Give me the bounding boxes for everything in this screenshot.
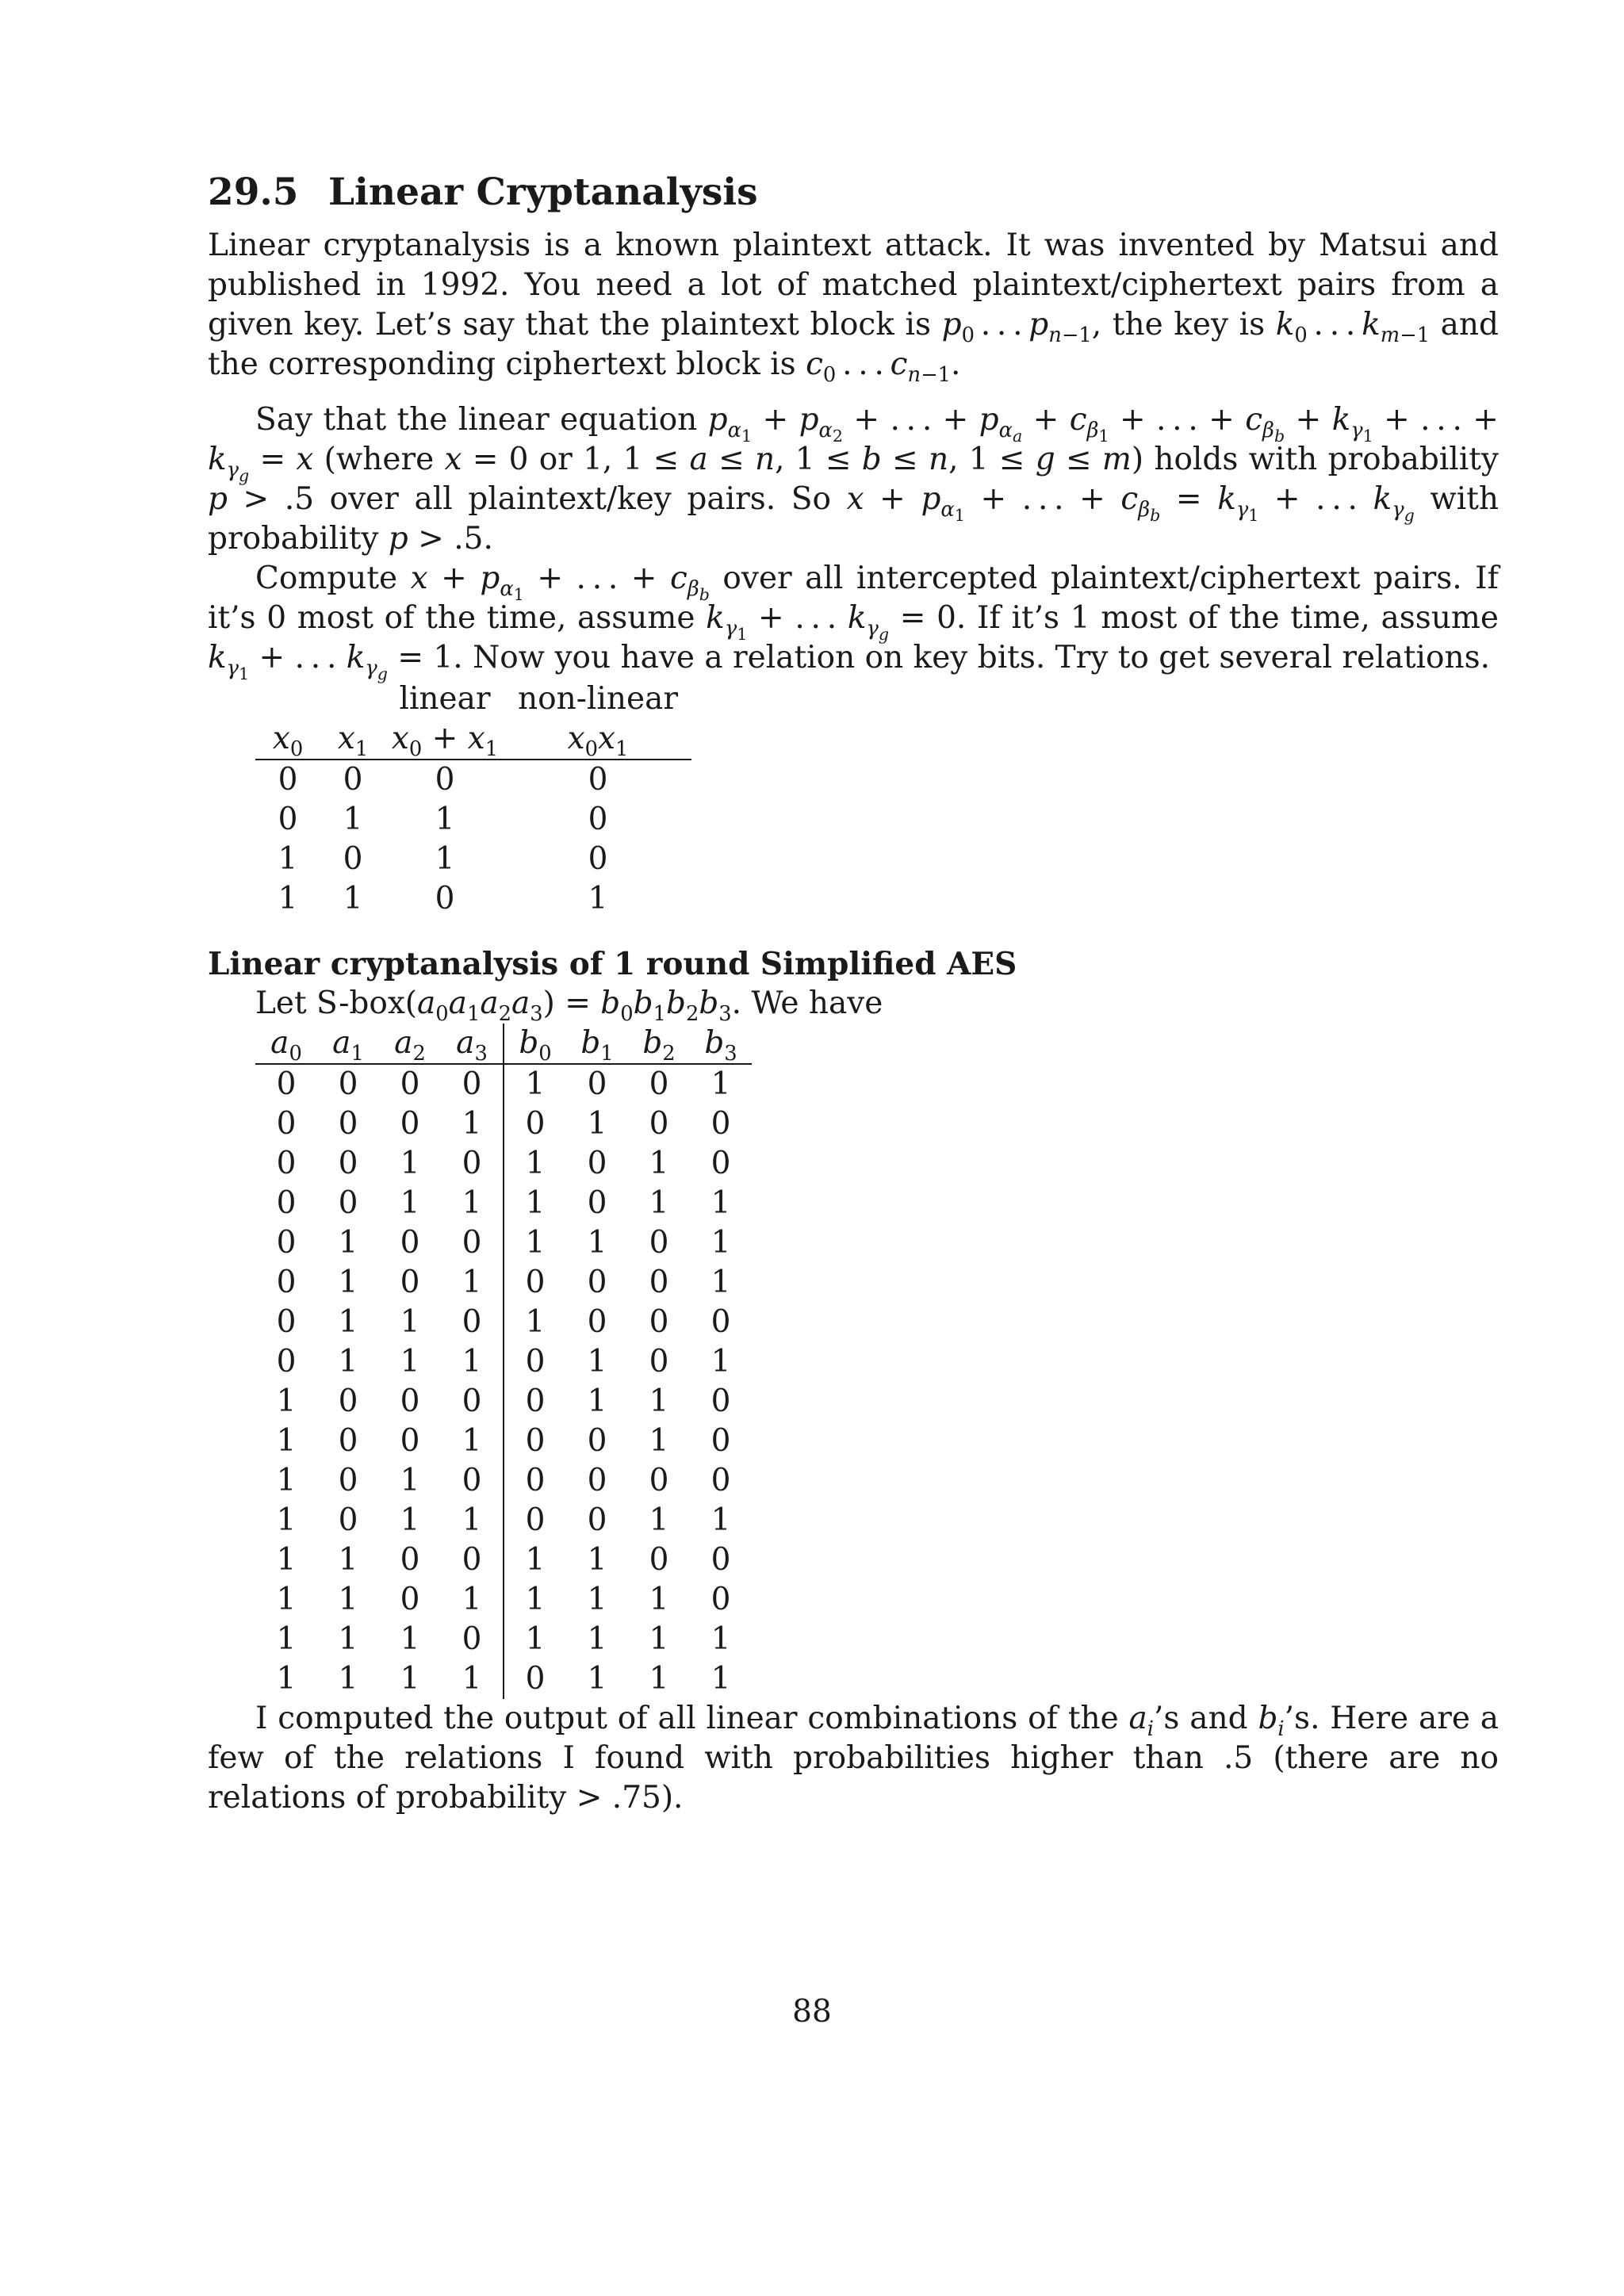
table-cell: 1 <box>435 841 455 877</box>
table-cell: 1 <box>338 1225 358 1261</box>
table-cell: 1 <box>504 1184 566 1223</box>
paragraph-compute: Compute $x + p_{\alpha_1}$ + . . . + $c_{\beta_b}$ over all intercepted plaintext/ciphertext pairs. If it’s 0 most of the time, assume $k_{\gamma_1}$ + . . . $k_{\gamma_g} = 0$. If it’s 1 most of the time, assume $k_{\gamma_1}$ + . . . $k_{\gamma_g} = 1$. Now you have a relation on key bits. Try to get several relations. <box>208 561 1499 684</box>
table-cell: 1 <box>587 1542 607 1578</box>
table-cell: 1 <box>587 1106 607 1142</box>
table-cell: 1 <box>588 881 608 916</box>
table-cell: 0 <box>710 1146 731 1181</box>
table-cell: 0 <box>587 1463 607 1498</box>
table-row <box>255 1382 752 1422</box>
table-cell: 0 <box>504 1263 566 1303</box>
text-span: , the key is <box>1091 307 1276 342</box>
text-span: . We have <box>731 985 883 1021</box>
text-span: . Now you have a relation on key bits. Try to get several relations. <box>453 640 1490 675</box>
table-cell: 1 <box>400 1621 420 1657</box>
table-cell: 0 <box>338 1146 358 1181</box>
table-cell: 0 <box>435 881 455 916</box>
table-cell: 1 <box>587 1661 607 1697</box>
table-cell: 1 <box>338 1344 358 1380</box>
table-cell: 0 <box>276 1066 297 1102</box>
table-cell: 0 <box>400 1423 420 1459</box>
table-row <box>255 1580 752 1620</box>
table-cell: 0 <box>276 1106 297 1142</box>
table-cell: 1 <box>276 1383 297 1419</box>
table-cell: 0 <box>649 1463 669 1498</box>
table-row <box>255 1223 752 1263</box>
table-cell: 0 <box>276 1265 297 1300</box>
table-cell: 1 <box>710 1185 731 1221</box>
table-cell: 0 <box>338 1383 358 1419</box>
paragraph-linear-equation: Say that the linear equation $p_{\alpha_1} + p_{\alpha_2}$ + . . . + $p_{\alpha_a} + c_{\beta_1}$ + . . . + $c_{\beta_b} + k_{\gamma_1}$ + . . . + $k_{\gamma_g} = x$ (where x = 0 or 1, 1 ≤ a ≤ n, 1 ≤ b ≤ n, 1 ≤ g ≤ m) holds with probability p > .5 over all plaintext/key pairs. So $x + p_{\alpha_1}$ + . . . + $c_{\beta_b} = k_{\gamma_1}$ + . . . $k_{\gamma_g}$ with probability p > .5. <box>208 402 1500 557</box>
table-cell: 0 <box>400 1542 420 1578</box>
table-cell: 1 <box>338 1265 358 1300</box>
table-cell: 0 <box>338 1185 358 1221</box>
section-heading <box>208 170 1499 215</box>
table-cell: 0 <box>338 1463 358 1498</box>
table-cell: 1 <box>649 1621 669 1657</box>
table-cell: 1 <box>462 1423 482 1459</box>
table-header-row <box>255 1024 752 1064</box>
table-cell: 0 <box>343 841 363 877</box>
table-cell: 1 <box>435 802 455 837</box>
table-cell <box>320 679 385 719</box>
header-b0: $b_0$ <box>504 1024 566 1064</box>
sbox-table <box>255 1024 752 1699</box>
table-cell: 1 <box>710 1265 731 1300</box>
table-cell: 0 <box>710 1423 731 1459</box>
table-cell: 1 <box>710 1502 731 1538</box>
header-x0: $x_0$ <box>255 719 320 760</box>
table-cell: 0 <box>435 762 455 798</box>
table-cell: 0 <box>400 1582 420 1617</box>
table-cell: 0 <box>504 1382 566 1422</box>
table-cell: 0 <box>400 1106 420 1142</box>
table-cell: 1 <box>338 1304 358 1340</box>
table-cell: 1 <box>710 1621 731 1657</box>
table-row <box>255 1184 752 1223</box>
truth-table <box>255 679 691 919</box>
table-cell: 1 <box>338 1542 358 1578</box>
table-row <box>255 1659 752 1699</box>
table-cell: 0 <box>588 762 608 798</box>
table-row <box>255 1461 752 1501</box>
header-b3: $b_3$ <box>690 1024 752 1064</box>
text-span: and the corresponding ciphertext block is <box>208 307 1500 382</box>
table-cell: 1 <box>338 1582 358 1617</box>
paragraph-intro: Linear cryptanalysis is a known plaintext attack. It was invented by Matsui and published in 1992. You need a lot of matched plaintext/ciphertext pairs from a given key. Let’s say that the plaintext block is $p_0$ . . . $p_{n-1}$, the key is $k_0$ . . . $k_{m-1}$ and the corresponding ciphertext block is $c_0$ . . . $c_{n-1}$. <box>208 228 1500 387</box>
text-span: (where <box>313 442 445 477</box>
table-cell: 1 <box>276 1463 297 1498</box>
table-cell: 0 <box>588 802 608 837</box>
table-row <box>255 1342 752 1382</box>
text-span: Linear cryptanalysis is a known plaintext attack. It was invented by Matsui and published in 1992. You need a lot of matched plaintext/ciphertext pairs from a given key. Let’s say that the plaintext block is <box>208 228 1499 342</box>
table-cell: 0 <box>710 1106 731 1142</box>
page-content <box>208 170 1499 1818</box>
table-cell: 1 <box>587 1225 607 1261</box>
column-label-linear: linear <box>399 681 491 717</box>
table-cell: 1 <box>649 1502 669 1538</box>
table-cell: 0 <box>462 1463 482 1498</box>
table-cell: 1 <box>343 802 363 837</box>
header-a3: $a_3$ <box>441 1024 504 1064</box>
table-cell: 1 <box>462 1265 482 1300</box>
table-cell: 0 <box>504 1461 566 1501</box>
paragraph-conclusion: I computed the output of all linear combinations of the $a_i’s$ and $b_i’s$. Here are a few of the relations I found with probabilities higher than .5 (there are no relations of probability > .75). <box>208 1701 1499 1816</box>
table-cell: 0 <box>504 1501 566 1540</box>
table-cell: 1 <box>276 1542 297 1578</box>
table-cell: 0 <box>462 1304 482 1340</box>
table-row <box>255 1540 752 1580</box>
table-cell: 1 <box>400 1344 420 1380</box>
table-cell: 0 <box>504 1104 566 1144</box>
table-row <box>255 1064 752 1104</box>
table-cell: 0 <box>587 1265 607 1300</box>
table-cell: 1 <box>462 1344 482 1380</box>
header-b1: $b_1$ <box>566 1024 628 1064</box>
table-cell: 1 <box>400 1463 420 1498</box>
table-cell: 0 <box>462 1621 482 1657</box>
table-row <box>255 1104 752 1144</box>
text-span: ’s. Here are a few of the relations I found with probabilities higher than .5 (there are no relations of probability <box>208 1701 1499 1816</box>
section-number: 29.5 <box>208 170 299 214</box>
table-cell: 0 <box>649 1265 669 1300</box>
table-cell: 0 <box>710 1582 731 1617</box>
table-cell: 1 <box>276 1582 297 1617</box>
table-cell: 0 <box>504 1659 566 1699</box>
text-span: ) holds with probability <box>1131 442 1499 477</box>
header-x0x1: $x_0x_1$ <box>504 719 691 760</box>
table-cell: 0 <box>504 1342 566 1382</box>
table-cell: 1 <box>462 1582 482 1617</box>
table-cell: 0 <box>649 1542 669 1578</box>
table-cell: 0 <box>400 1383 420 1419</box>
table-cell: 1 <box>400 1304 420 1340</box>
table-cell: 1 <box>462 1661 482 1697</box>
table-row <box>255 1620 752 1659</box>
table-cell: 0 <box>649 1225 669 1261</box>
table-cell: 0 <box>587 1304 607 1340</box>
table-row <box>255 800 691 840</box>
table-cell: 0 <box>343 762 363 798</box>
table-cell: 0 <box>462 1542 482 1578</box>
table-cell: 0 <box>462 1225 482 1261</box>
table-cell: 1 <box>462 1502 482 1538</box>
table-cell: 1 <box>710 1225 731 1261</box>
table-cell: 1 <box>276 1621 297 1657</box>
table-cell: 1 <box>504 1223 566 1263</box>
table-cell <box>255 679 320 719</box>
text-span: Say that the linear equation <box>255 402 708 438</box>
table-cell: 0 <box>710 1304 731 1340</box>
table-cell: 0 <box>710 1542 731 1578</box>
table-cell: 1 <box>276 1661 297 1697</box>
table-cell: 0 <box>276 1225 297 1261</box>
table-row <box>255 1144 752 1184</box>
table-cell: 1 <box>587 1621 607 1657</box>
header-a2: $a_2$ <box>379 1024 441 1064</box>
table-cell: 1 <box>587 1383 607 1419</box>
table-cell: 1 <box>343 881 363 916</box>
table-cell: 1 <box>504 1064 566 1104</box>
table-cell: 0 <box>400 1265 420 1300</box>
table-cell: 0 <box>587 1146 607 1181</box>
table-cell: 0 <box>400 1066 420 1102</box>
table-cell: 0 <box>649 1106 669 1142</box>
table-cell: 0 <box>338 1423 358 1459</box>
table-cell: 0 <box>462 1066 482 1102</box>
text-span: . <box>483 521 493 557</box>
table-cell: 0 <box>462 1383 482 1419</box>
table-cell: 1 <box>649 1661 669 1697</box>
table-cell: 1 <box>649 1146 669 1181</box>
table-cell: 0 <box>587 1066 607 1102</box>
table-row <box>255 1303 752 1342</box>
table-cell: 1 <box>338 1661 358 1697</box>
table-cell: 1 <box>504 1580 566 1620</box>
table-cell: 1 <box>278 881 298 916</box>
table-cell: 1 <box>649 1423 669 1459</box>
table-row <box>255 840 691 879</box>
table-cell: 0 <box>587 1423 607 1459</box>
table-cell: 0 <box>649 1304 669 1340</box>
table-row <box>255 1501 752 1540</box>
table-cell: 0 <box>462 1146 482 1181</box>
table-cell: 0 <box>710 1383 731 1419</box>
table-cell: 0 <box>587 1502 607 1538</box>
text-span: with probability <box>208 481 1500 557</box>
table-cell: 1 <box>710 1661 731 1697</box>
table-cell: 1 <box>400 1146 420 1181</box>
text-span: over all intercepted plaintext/ciphertext pairs. If it’s 0 most of the time, assume <box>208 561 1499 636</box>
table-cell: 0 <box>400 1225 420 1261</box>
table-cell: 1 <box>276 1502 297 1538</box>
table-cell: 0 <box>587 1185 607 1221</box>
text-span: ). <box>661 1780 684 1816</box>
text-span: I computed the output of all linear combinations of the <box>255 1701 1129 1736</box>
table-row <box>255 1263 752 1303</box>
table-cell: 1 <box>649 1383 669 1419</box>
text-span: ’s and <box>1154 1701 1258 1736</box>
table-cell: 0 <box>276 1304 297 1340</box>
table-cell: 1 <box>276 1423 297 1459</box>
table-cell: 1 <box>587 1582 607 1617</box>
header-a0: $a_0$ <box>255 1024 317 1064</box>
table-cell: 0 <box>276 1344 297 1380</box>
table-cell: 1 <box>400 1502 420 1538</box>
text-span: or 1, <box>528 442 623 477</box>
table-cell: 1 <box>278 841 298 877</box>
table-cell: 1 <box>462 1185 482 1221</box>
table-cell: 1 <box>504 1540 566 1580</box>
table-header-row <box>255 719 691 760</box>
table-cell: 0 <box>338 1066 358 1102</box>
table-row <box>255 1422 752 1461</box>
subheading: Linear cryptanalysis of 1 round Simplified AES <box>208 946 1017 982</box>
table-row <box>255 879 691 919</box>
table-cell: 0 <box>504 1422 566 1461</box>
section-title: Linear Cryptanalysis <box>328 170 758 214</box>
table-cell: 0 <box>276 1185 297 1221</box>
text-span: Compute <box>255 561 411 596</box>
text-span: . <box>951 346 961 382</box>
table-cell: 0 <box>588 841 608 877</box>
text-span: Let S-box( <box>255 985 418 1021</box>
table-cell: 0 <box>276 1146 297 1181</box>
text-span: . If it’s 1 most of the time, assume <box>956 600 1499 636</box>
table-cell: 0 <box>338 1502 358 1538</box>
table-cell: 0 <box>338 1106 358 1142</box>
table-cell: 1 <box>649 1185 669 1221</box>
sbox-intro: Let $S-box(a_0a_1a_2a_3) = b_0b_1b_2b_3$. We have <box>255 985 883 1026</box>
header-x1: $x_1$ <box>320 719 385 760</box>
table-cell: 0 <box>278 762 298 798</box>
header-x0-plus-x1: $x_0 + x_1$ <box>385 719 504 760</box>
table-cell: 1 <box>710 1066 731 1102</box>
header-a1: $a_1$ <box>317 1024 379 1064</box>
table-cell: 1 <box>400 1661 420 1697</box>
table-cell: 0 <box>649 1066 669 1102</box>
table-cell: 1 <box>587 1344 607 1380</box>
table-cell: 1 <box>504 1303 566 1342</box>
table-cell: 0 <box>649 1344 669 1380</box>
table-cell: 0 <box>710 1463 731 1498</box>
header-b2: $b_2$ <box>628 1024 690 1064</box>
table-cell: 1 <box>400 1185 420 1221</box>
page-number: 88 <box>792 1994 832 2030</box>
table-cell: 0 <box>278 802 298 837</box>
table-cell: 1 <box>338 1621 358 1657</box>
table-cell: 1 <box>462 1106 482 1142</box>
text-span: over all plaintext/key pairs. So <box>314 481 847 517</box>
table-cell: 1 <box>504 1144 566 1184</box>
table-cell: 1 <box>649 1582 669 1617</box>
table-row <box>255 760 691 800</box>
column-label-non-linear: non-linear <box>518 681 678 717</box>
table-cell: 1 <box>710 1344 731 1380</box>
table-cell: 1 <box>504 1620 566 1659</box>
